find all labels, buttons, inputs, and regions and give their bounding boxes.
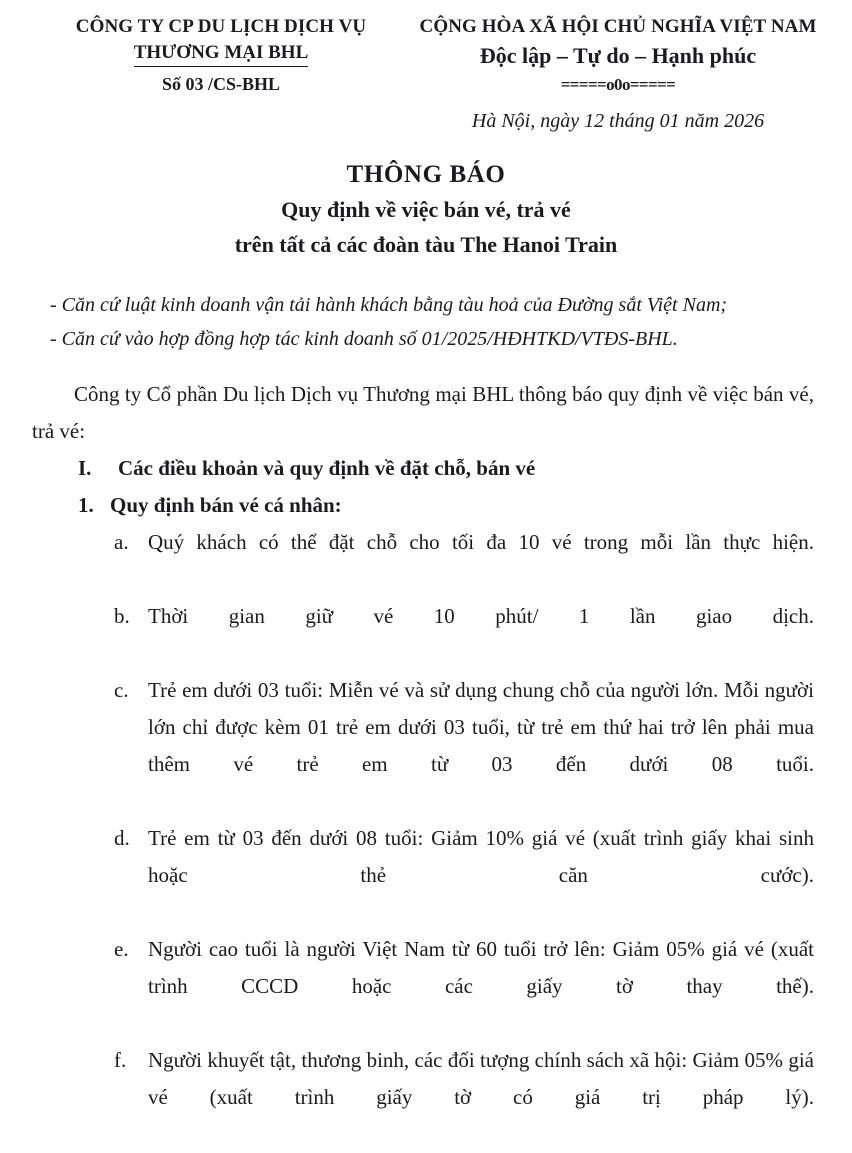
place-and-date: Hà Nội, ngày 12 tháng 01 năm 2026 (471, 110, 765, 132)
national-heading-block (410, 14, 820, 136)
list-item (32, 524, 820, 598)
page-title: THÔNG BÁO (346, 161, 506, 188)
page-subtitle-line1: Quy định về việc bán vé, trả vé (281, 197, 571, 222)
list-item-text: Người cao tuổi là người Việt Nam từ 60 tuổi trở lên: Giảm 05% giá vé (xuất trình CCCD hoặc các giấy tờ thay thế). (148, 937, 814, 998)
legal-basis-block (32, 288, 820, 356)
organization-name-line2-wrapper (32, 40, 410, 68)
list-item-text: Thời gian giữ vé 10 phút/ 1 lần giao dịch. (148, 604, 814, 628)
list-item-text: Trẻ em dưới 03 tuổi: Miễn vé và sử dụng chung chỗ của người lớn. Mỗi người lớn chỉ được kèm 01 trẻ em dưới 03 tuổi, từ trẻ em thứ hai trở lên phải mua thêm vé trẻ em từ 03 đến dưới 08 tuổi. (148, 678, 814, 776)
organization-name-line2: THƯƠNG MẠI BHL (134, 40, 309, 67)
section-marker: I. (78, 456, 92, 480)
list-item-text: Người khuyết tật, thương binh, các đối tượng chính sách xã hội: Giảm 05% giá vé (xuất trình giấy tờ có giá trị pháp lý). (148, 1048, 814, 1109)
section-title: Các điều khoản và quy định về đặt chỗ, bán vé (118, 456, 536, 480)
ornament-separator: =====o0o===== (560, 75, 676, 94)
list-item (32, 820, 820, 931)
subsection-heading-1 (32, 487, 820, 524)
list-item-marker: b. (114, 604, 130, 628)
intro-paragraph: Công ty Cổ phần Du lịch Dịch vụ Thương mại BHL thông báo quy định về việc bán vé, trả vé: (32, 382, 814, 443)
clause-list (32, 524, 820, 1153)
title-block (32, 158, 820, 262)
list-item (32, 1042, 820, 1153)
list-item (32, 931, 820, 1042)
list-item (32, 598, 820, 672)
list-item (32, 672, 820, 820)
list-item-marker: c. (114, 678, 129, 702)
issuing-organization-block (32, 14, 410, 98)
list-item-text: Trẻ em từ 03 đến dưới 08 tuổi: Giảm 10% giá vé (xuất trình giấy khai sinh hoặc thẻ căn cước). (148, 826, 814, 887)
document-header (32, 0, 820, 136)
legal-basis-line-2: - Căn cứ vào hợp đồng hợp tác kinh doanh số 01/2025/HĐHTKD/VTĐS-BHL. (50, 328, 678, 350)
document-number: Số 03 /CS-BHL (161, 74, 281, 94)
list-item-marker: a. (114, 530, 129, 554)
section-heading-i (32, 450, 820, 487)
organization-name-line1: CÔNG TY CP DU LỊCH DỊCH VỤ (75, 16, 367, 37)
subsection-title: Quy định bán vé cá nhân: (110, 493, 342, 517)
page-subtitle-line2: trên tất cả các đoàn tàu The Hanoi Train (234, 232, 618, 257)
national-motto: Độc lập – Tự do – Hạnh phúc (479, 43, 757, 68)
national-title: CỘNG HÒA XÃ HỘI CHỦ NGHĨA VIỆT NAM (419, 16, 817, 37)
list-item-marker: e. (114, 937, 129, 961)
list-item-marker: d. (114, 826, 130, 850)
list-item-marker: f. (114, 1048, 127, 1072)
subsection-marker: 1. (78, 493, 94, 517)
legal-basis-line-1: - Căn cứ luật kinh doanh vận tải hành khách bằng tàu hoả của Đường sắt Việt Nam; (50, 294, 728, 316)
list-item-text: Quý khách có thể đặt chỗ cho tối đa 10 vé trong mỗi lần thực hiện. (148, 530, 814, 554)
